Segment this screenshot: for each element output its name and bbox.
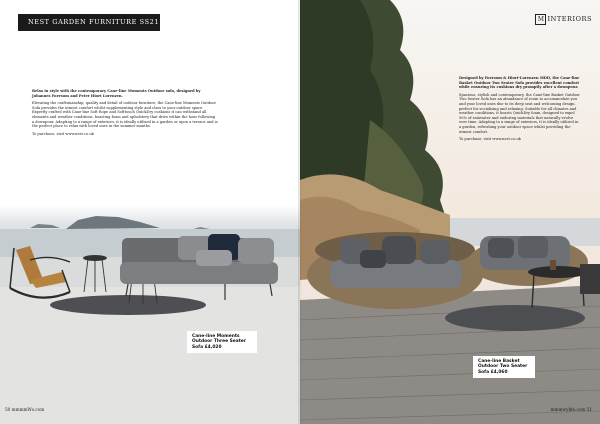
right-intro-paragraph: Designed by Foersom & Hiort-Lorenzen MDD, the Cane-line Basket Outdoor Two Seater Sofa provides excellent comfort while ensuring its cushions dry promptly after a downpour. [459, 76, 580, 90]
right-folio: mmmwyhfe.com 51 [550, 407, 592, 412]
right-product-caption: Cane-line Basket Outdoor Two Seater Sofa £4,060 [473, 356, 535, 378]
basket-sofa-photo [300, 0, 600, 424]
page-gutter [298, 0, 302, 424]
section-banner: NEST GARDEN FURNITURE SS21 [18, 14, 160, 31]
left-purchase-line: To purchase, visit www.nest.co.uk [32, 131, 94, 136]
right-body-paragraph: Spacious, stylish and contemporary, the Cane-line Basket Outdoor Two Seater Sofa has an abundance of room to accommodate you and your loved ones due to its deep seat and welcoming design, perfect for socialising and relaxing. Suitable for all climates and weather conditions, it boasts QuickDry foam, designed to expel 90% of rainwater and enduring materials that naturally evolve over time. Adapting to a range of exteriors, it is ideally utilised in a garden, refreshing your outdoor space whilst providing the utmost comfort. [459, 92, 580, 134]
left-intro-paragraph: Relax in style with the contemporary Cane-line Moments Outdoor sofa, designed by Johannes Foersom and Peter Hiort Lorenzen. [32, 89, 201, 98]
right-page [300, 0, 600, 424]
masthead-title: INTERIORS [547, 15, 592, 23]
right-purchase-line: To purchase, visit www.nest.co.uk [459, 137, 521, 142]
right-article-copy [459, 76, 581, 145]
basket-sofa [307, 232, 483, 309]
left-product-caption: Cane-line Moments Outdoor Three Seater Sofa £4,020 [187, 331, 257, 353]
left-body-paragraph: Elevating the craftsmanship, quality and detail of outdoor furniture, the Cane-line Moments Outdoor Sofa provides the utmost comfort whilst supplementing style and class to your outdoor space. Expertly crafted with Cane-line Soft Rope and Softtouch QuickDry cushions it can withstand all elements and weather conditions, boasting foam and upholstery that dries within the hour following a downpour. Adapting to a range of exteriors, it is ideally utilised in a garden or upon a terrace and is the perfect place to relax with loved ones in the summer months. [32, 101, 218, 129]
masthead-logo-box: M [535, 14, 546, 25]
masthead [535, 12, 592, 26]
left-folio: 50 mmmmWs.com [5, 407, 45, 412]
left-article-copy [32, 89, 218, 139]
